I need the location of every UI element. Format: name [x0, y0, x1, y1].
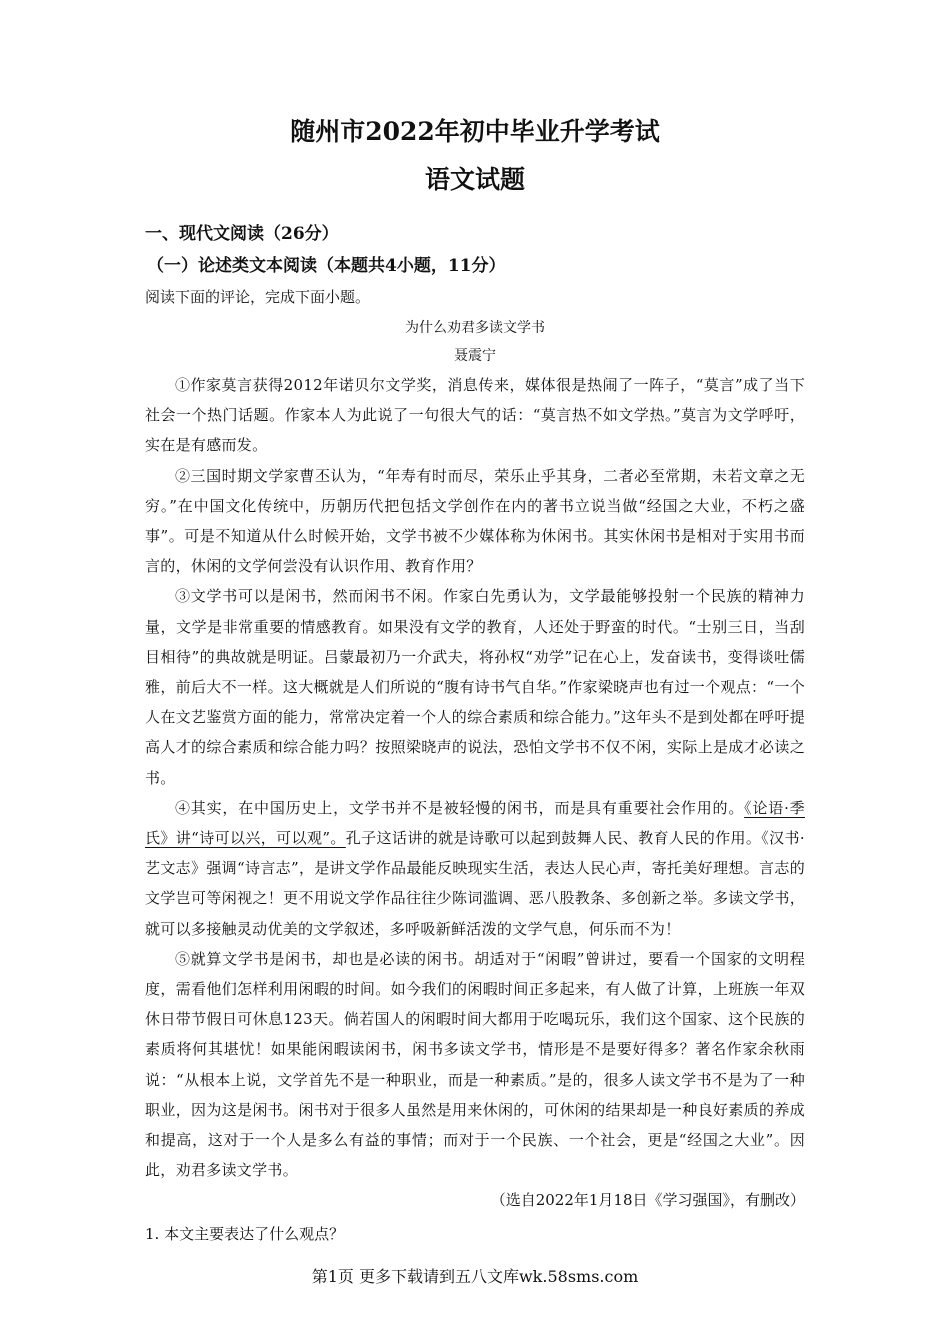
exam-subtitle: 语文试题	[424, 165, 525, 194]
paragraph-4-lead: ④其实，在中国历史上，文学书并不是被轻慢的闲书，而是具有重要社会作用的。	[175, 798, 745, 817]
paragraph-2: ②三国时期文学家曹丕认为，“年寿有时而尽，荣乐止乎其身，二者必至常期，未若文章之无穷。”在中国文化传统中，历朝历代把包括文学创作在内的著书立说当做“经国之大业，不朽之盛事”。可是不知道从什么时候开始，文学书被不少媒体称为休闲书。其实休闲书是相对于实用书而言的，休闲的文学何尝没有认识作用、教育作用？	[145, 466, 805, 576]
underlined-quote: 《论语·季氏》讲“诗可以兴，可以观”。	[145, 798, 805, 848]
sub-section-heading: （一）论述类文本阅读（本题共4小题，11分）	[147, 256, 506, 276]
paragraph-3: ③文学书可以是闲书，然而闲书不闲。作家白先勇认为，文学最能够投射一个民族的精神力量，文学是非常重要的情感教育。如果没有文学的教育，人还处于野蛮的时代。“士别三日，当刮目相待”的典故就是明证。吕蒙最初乃一介武夫，将孙权“劝学”记在心上，发奋读书，变得谈吐儒雅，前后大不一样。这大概就是人们所说的“腹有诗书气自华。”作家梁晓声也有过一个观点：“一个人在文艺鉴赏方面的能力，常常决定着一个人的综合素质和综合能力。”这年头不是到处都在呼吁提高人才的综合素质和综合能力吗？按照梁晓声的说法，恐怕文学书不仅不闲，实际上是成才必读之书。	[145, 587, 805, 787]
article-source: （选自2022年1月18日《学习强国》，有删改）	[490, 1191, 805, 1210]
question-1: 1. 本文主要表达了什么观点？	[145, 1225, 345, 1244]
paragraph-5: ⑤就算文学书是闲书，却也是必读的闲书。胡适对于“闲暇”曾讲过，要看一个国家的文明程度，需看他们怎样利用闲暇的时间。如今我们的闲暇时间正多起来，有人做了计算，上班族一年双休日带节假日可休息123天。倘若国人的闲暇时间大都用于吃喝玩乐，我们这个国家、这个民族的素质将何其堪忧！如果能闲暇读闲书，闲书多读文学书，情形是不是要好得多？著名作家余秋雨说：“从根本上说，文学首先不是一种职业，而是一种素质。”是的，很多人读文学书不是为了一种职业，因为这是闲书。闲书对于很多人虽然是用来休闲的，可休闲的结果却是一种良好素质的养成和提高，这对于一个人是多么有益的事情；而对于一个民族、一个社会，更是“经国之大业”。因此，劝君多读文学书。	[145, 949, 805, 1180]
section-heading: 一、现代文阅读（26分）	[145, 224, 339, 244]
article-title: 为什么劝君多读文学书	[405, 320, 545, 336]
paragraph-4	[145, 793, 805, 944]
paragraph-1: ①作家莫言获得2012年诺贝尔文学奖，消息传来，媒体很是热闹了一阵子，“莫言”成了当下社会一个热门话题。作家本人为此说了一句很大气的话：“莫言热不如文学热。”莫言为文学呼吁，实在是有感而发。	[145, 376, 805, 455]
instruction-text: 阅读下面的评论，完成下面小题。	[145, 288, 371, 306]
exam-title: 随州市2022年初中毕业升学考试	[290, 117, 660, 146]
paragraph-4-rest: 孔子这话讲的就是诗歌可以起到鼓舞人民、教育人民的作用。《汉书·艺文志》强调“诗言志”，是讲文学作品最能反映现实生活，表达人民心声，寄托美好理想。言志的文学岂可等闲视之！更不用说文学作品往往少陈词滥调、恶八股教条、多创新之举。多读文学书，就可以多接触灵动优美的文学叙述，多呼吸新鲜活泼的文学气息，何乐而不为！	[145, 829, 805, 938]
exam-page	[145, 110, 805, 1249]
article-author: 聂震宁	[454, 348, 496, 364]
page-footer: 第1页 更多下载请到五八文库wk.58sms.com	[311, 1267, 639, 1286]
